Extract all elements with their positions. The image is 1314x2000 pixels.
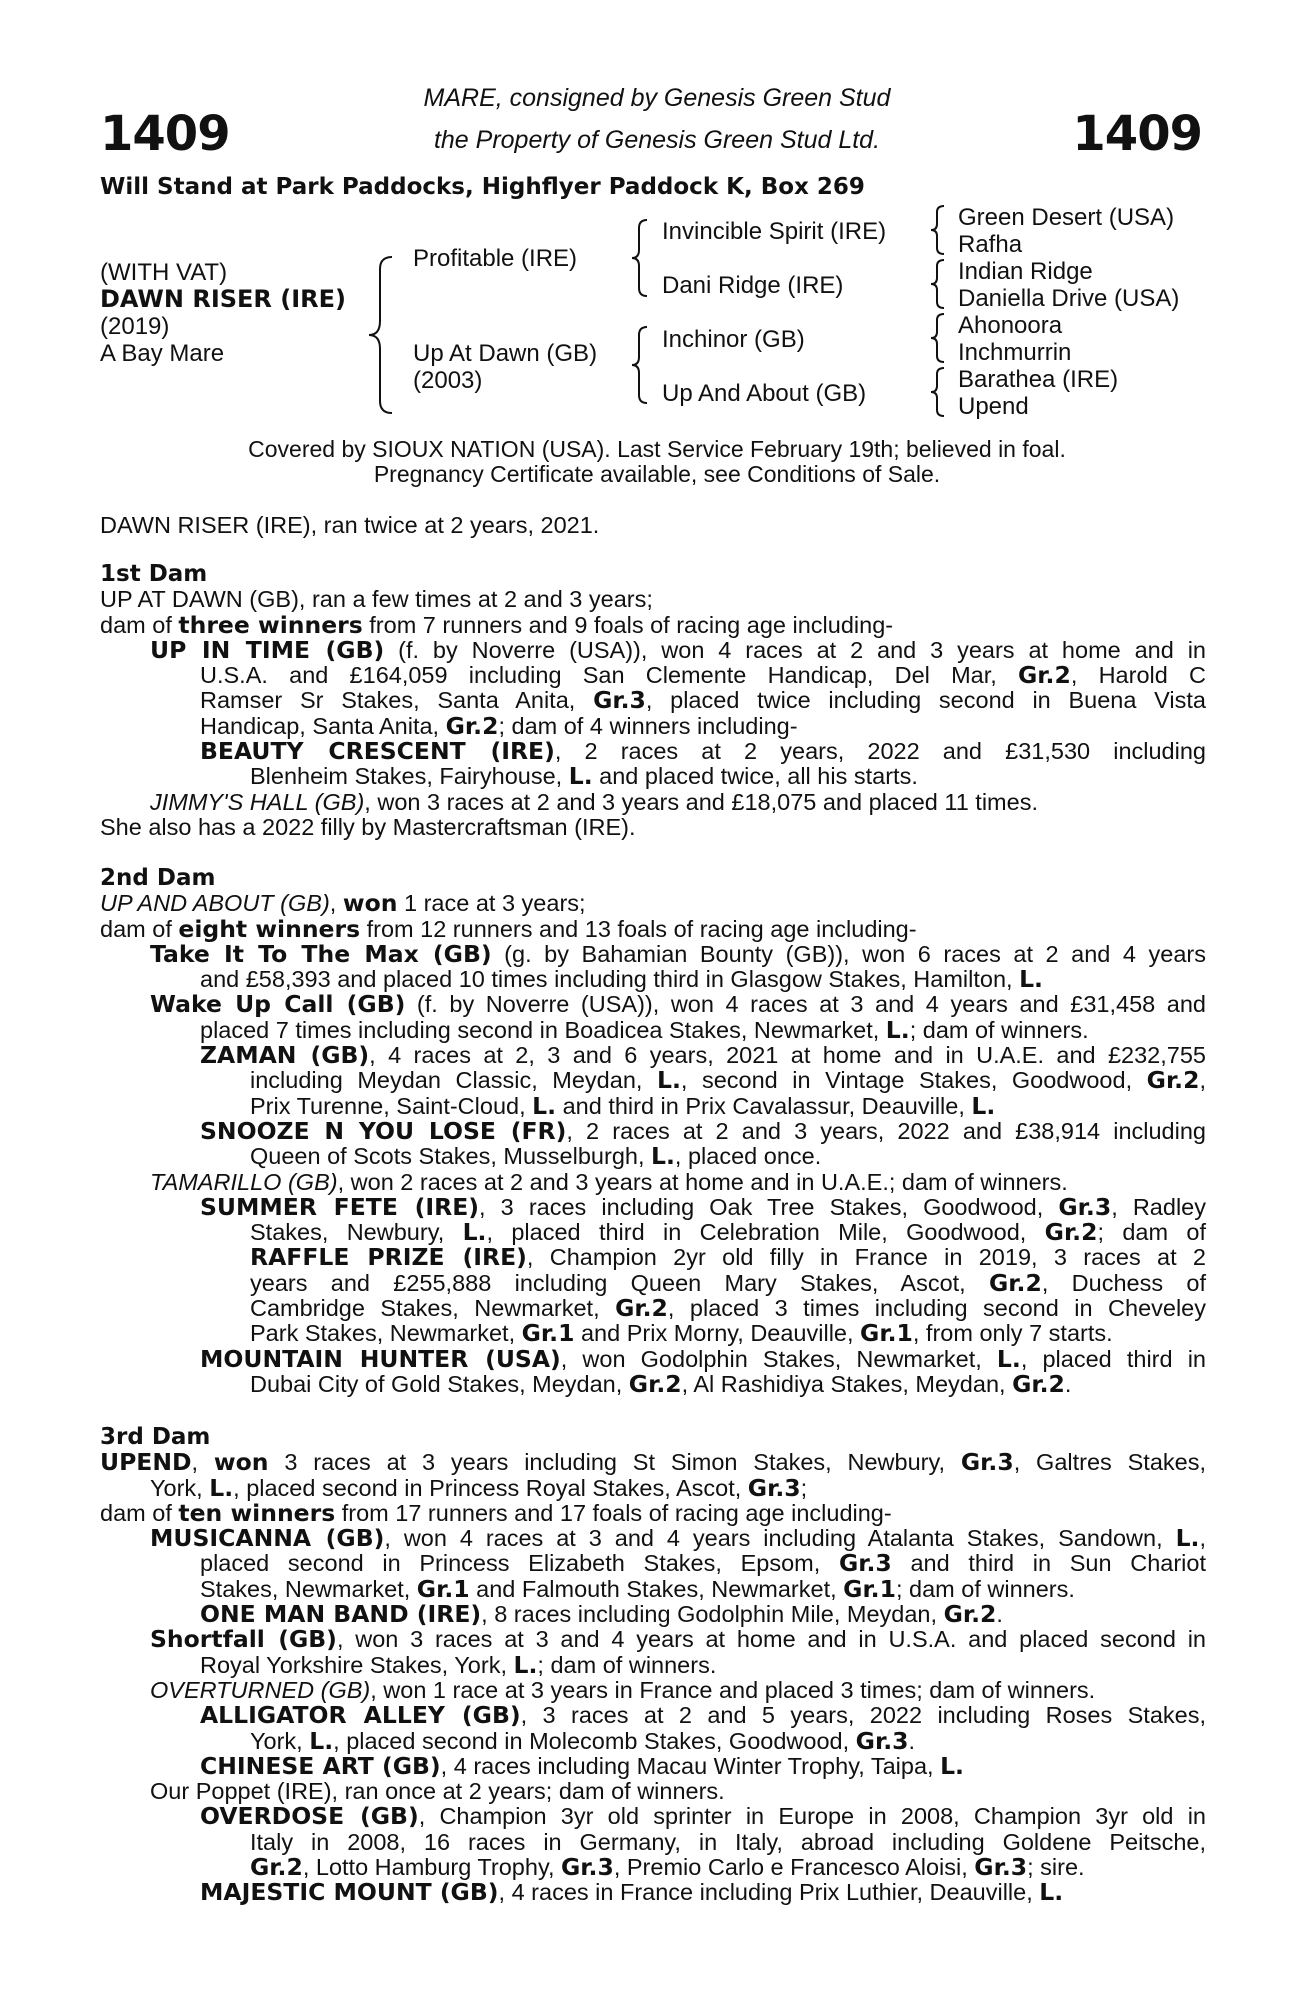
sire: Profitable (IRE) [413, 245, 578, 272]
ds-dam: Inchmurrin [958, 339, 1072, 366]
grand-produce-cont: Dubai City of Gold Stakes, Meydan, Gr.2, Al Rashidiya Stakes, Meydan, Gr.2. [250, 1369, 1072, 1398]
produce-entry: JIMMY'S HALL (GB), won 3 races at 2 and 3 years and £18,075 and placed 11 times. [150, 788, 1038, 815]
intro-line [100, 513, 1206, 538]
dam-year: (2003) [413, 367, 483, 394]
dam-dam: Up And About (GB) [662, 380, 867, 407]
brace-dam [629, 325, 651, 405]
produce-entry: Our Poppet (IRE), ran once at 2 years; dam of winners. [150, 1778, 725, 1805]
brace-dd [928, 366, 948, 418]
grand-produce-entry: SNOOZE N YOU LOSE (FR), 2 races at 2 and 3 years, 2022 and £38,914 including [200, 1116, 1206, 1145]
grand-produce-entry: SUMMER FETE (IRE), 3 races including Oak Tree Stakes, Goodwood, Gr.3, Radley [200, 1192, 1206, 1221]
great-grand-produce-cont: years and £255,888 including Queen Mary Stakes, Ascot, Gr.2, Duchess of [250, 1268, 1206, 1297]
grand-produce-cont: Prix Turenne, Saint-Cloud, L. and third in Prix Cavalassur, Deauville, L. [250, 1091, 996, 1120]
sire-dam: Dani Ridge (IRE) [662, 272, 844, 299]
lot-number-left: 1409 [100, 106, 230, 162]
grand-produce-entry: MAJESTIC MOUNT (GB), 4 races in France including Prix Luthier, Deauville, L. [200, 1878, 1064, 1907]
great-grand-produce-cont: Cambridge Stakes, Newmarket, Gr.2, placed 3 times including second in Cheveley [250, 1294, 1206, 1323]
covered-note: Covered by SIOUX NATION (USA). Last Service February 19th; believed in foal. [248, 436, 1066, 462]
section-heading: 3rd Dam [100, 1424, 211, 1450]
great-grand-produce-cont: Park Stakes, Newmarket, Gr.1 and Prix Morny, Deauville, Gr.1, from only 7 starts. [250, 1319, 1113, 1348]
produce-entry-cont: U.S.A. and £164,059 including San Clemente Handicap, Del Mar, Gr.2, Harold C [200, 661, 1206, 690]
grand-produce-entry: ZAMAN (GB), 4 races at 2, 3 and 6 years, 2021 at home and in U.A.E. and £232,755 [200, 1041, 1206, 1070]
sd-dam: Daniella Drive (USA) [958, 285, 1180, 312]
great-grand-produce-entry: RAFFLE PRIZE (IRE), Champion 2yr old filly in France in 2019, 3 races at 2 [250, 1243, 1207, 1272]
lot-number-right: 1409 [1072, 106, 1202, 162]
produce-entry-cont: Handicap, Santa Anita, Gr.2; dam of 4 winners including- [200, 711, 798, 740]
dd-sire: Barathea (IRE) [958, 366, 1119, 393]
ds-sire: Ahonoora [958, 312, 1063, 339]
produce-entry: UP IN TIME (GB) (f. by Noverre (USA)), won 4 races at 2 and 3 years at home and in [150, 635, 1206, 664]
brace-main [366, 255, 396, 415]
grand-produce-entry: BEAUTY CRESCENT (IRE), 2 races at 2 years, 2022 and £31,530 including [200, 737, 1206, 766]
sire-sire: Invincible Spirit (IRE) [662, 218, 887, 245]
grand-produce-entry: CHINESE ART (GB), 4 races including Macau Winter Trophy, Taipa, L. [200, 1751, 964, 1780]
first-dam-section [100, 562, 1206, 840]
produce-summary: dam of eight winners from 12 runners and 13 foals of racing age including- [100, 914, 917, 943]
produce-entry-cont: Royal Yorkshire Stakes, York, L.; dam of winners. [200, 1650, 717, 1679]
grand-produce-cont: York, L., placed second in Molecomb Stakes, Goodwood, Gr.3. [250, 1726, 916, 1755]
ss-dam: Rafha [958, 231, 1023, 258]
produce-entry: MUSICANNA (GB), won 4 races at 3 and 4 years including Atalanta Stakes, Sandown, L., [150, 1524, 1206, 1553]
dam-line: UPEND, won 3 races at 3 years including St Simon Stakes, Newbury, Gr.3, Galtres Stakes, [100, 1448, 1207, 1477]
grand-produce-cont: Queen of Scots Stakes, Musselburgh, L., placed once. [250, 1142, 822, 1171]
produce-entry: Take It To The Max (GB) (g. by Bahamian Bounty (GB)), won 6 races at 2 and 4 years [150, 939, 1207, 968]
grand-produce-cont: Stakes, Newbury, L., placed third in Celebration Mile, Goodwood, Gr.2; dam of [250, 1218, 1206, 1247]
grand-produce-cont: Italy in 2008, 16 races in Germany, in Italy, abroad including Goldene Peitsche, [250, 1828, 1206, 1855]
property-line: the Property of Genesis Green Stud Ltd. [433, 126, 881, 154]
grand-produce-entry: OVERDOSE (GB), Champion 3yr old sprinter in Europe in 2008, Champion 3yr old in [200, 1802, 1206, 1831]
produce-summary: dam of ten winners from 17 runners and 17 foals of racing age including- [100, 1498, 892, 1527]
pedigree-subject [100, 259, 346, 367]
stand-location: Will Stand at Park Paddocks, Highflyer Paddock K, Box 269 [100, 174, 865, 200]
grand-produce-entry: MOUNTAIN HUNTER (USA), won Godolphin Stakes, Newmarket, L., placed third in [200, 1344, 1206, 1373]
brace-ds [928, 312, 948, 364]
horse-description: A Bay Mare [100, 340, 225, 367]
grand-produce-cont: Blenheim Stakes, Fairyhouse, L. and placed twice, all his starts. [250, 762, 918, 791]
foaling-year: (2019) [100, 313, 170, 340]
produce-entry: Wake Up Call (GB) (f. by Noverre (USA)), won 4 races at 3 and 4 years and £31,458 and [150, 990, 1206, 1019]
grand-produce-cont: Gr.2, Lotto Hamburg Trophy, Gr.3, Premio Carlo e Francesco Aloisi, Gr.3; sire. [250, 1853, 1085, 1882]
brace-ss [928, 204, 948, 256]
horse-name: DAWN RISER (IRE) [100, 285, 346, 313]
section-heading: 1st Dam [100, 561, 208, 587]
produce-summary: dam of three winners from 7 runners and 9 foals of racing age including- [100, 610, 894, 639]
third-dam-section [100, 1425, 1206, 1906]
grand-produce-entry: ALLIGATOR ALLEY (GB), 3 races at 2 and 5 years, 2022 including Roses Stakes, [200, 1701, 1206, 1730]
brace-sd [928, 258, 948, 310]
intro-text: DAWN RISER (IRE), ran twice at 2 years, 2021. [100, 512, 600, 538]
produce-entry-cont: and £58,393 and placed 10 times including third in Glasgow Stakes, Hamilton, L. [200, 965, 1043, 994]
produce-entry-cont: placed second in Princess Elizabeth Stakes, Epsom, Gr.3 and third in Sun Chariot [200, 1549, 1206, 1578]
produce-entry: TAMARILLO (GB), won 2 races at 2 and 3 years at home and in U.A.E.; dam of winners. [150, 1168, 1068, 1195]
dam-sire: Inchinor (GB) [662, 326, 805, 353]
produce-note: She also has a 2022 filly by Mastercraftsman (IRE). [100, 813, 636, 840]
dam: Up At Dawn (GB) [413, 340, 598, 367]
produce-entry-cont: placed 7 times including second in Boadicea Stakes, Newmarket, L.; dam of winners. [200, 1015, 1089, 1044]
produce-entry: Shortfall (GB), won 3 races at 3 and 4 years at home and in U.S.A. and placed second in [150, 1625, 1206, 1654]
produce-entry-cont: Stakes, Newmarket, Gr.1 and Falmouth Stakes, Newmarket, Gr.1; dam of winners. [200, 1574, 1075, 1603]
dam-line: UP AT DAWN (GB), ran a few times at 2 and 3 years; [100, 586, 653, 613]
section-heading: 2nd Dam [100, 865, 216, 891]
dam-line: UP AND ABOUT (GB), won 1 race at 3 years; [100, 889, 586, 918]
dd-dam: Upend [958, 393, 1029, 420]
vat-note: (WITH VAT) [100, 259, 228, 286]
pregnancy-note: Pregnancy Certificate available, see Conditions of Sale. [373, 461, 941, 487]
dam-line-cont: York, L., placed second in Princess Royal Stakes, Ascot, Gr.3; [150, 1473, 808, 1502]
sd-sire: Indian Ridge [958, 258, 1093, 285]
grand-produce-cont: including Meydan Classic, Meydan, L., second in Vintage Stakes, Goodwood, Gr.2, [250, 1066, 1206, 1095]
consignor-line: MARE, consigned by Genesis Green Stud [423, 84, 891, 112]
grand-produce-entry: ONE MAN BAND (IRE), 8 races including Godolphin Mile, Meydan, Gr.2. [200, 1600, 1003, 1629]
produce-entry: OVERTURNED (GB), won 1 race at 3 years in France and placed 3 times; dam of winners. [150, 1676, 1096, 1703]
second-dam-section [100, 866, 1206, 1397]
ss-sire: Green Desert (USA) [958, 204, 1175, 231]
brace-sire [629, 218, 651, 298]
produce-entry-cont: Ramser Sr Stakes, Santa Anita, Gr.3, placed twice including second in Buena Vista [200, 686, 1206, 715]
